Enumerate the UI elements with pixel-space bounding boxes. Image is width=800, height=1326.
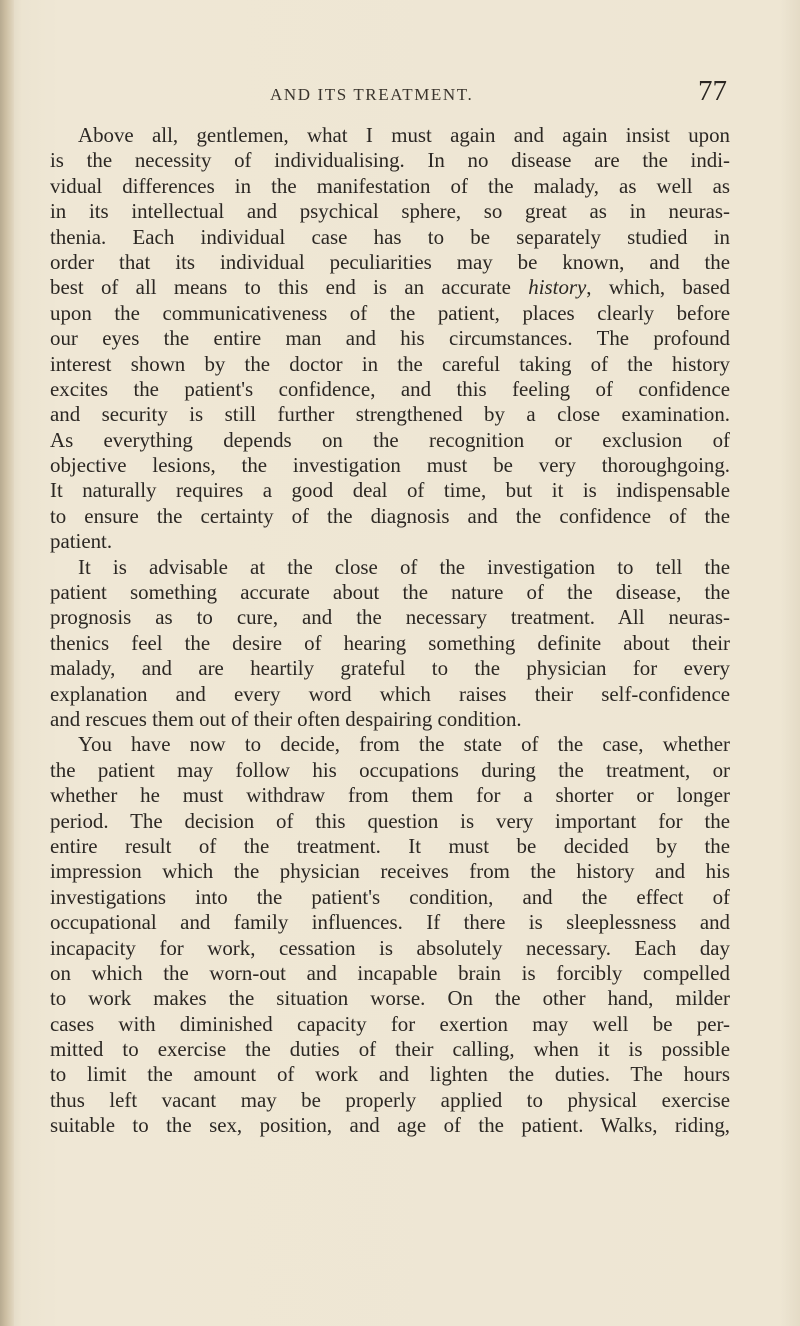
- text-line: best of all means to this end is an accurate history, which, based: [50, 275, 730, 300]
- body-text: [50, 123, 730, 1139]
- text-line: prognosis as to cure, and the necessary treatment. All neuras-: [50, 605, 730, 630]
- text-line: vidual differences in the manifestation of the malady, as well as: [50, 173, 730, 198]
- text-line: investigations into the patient's condition, and the effect of: [50, 884, 730, 909]
- text-line: suitable to the sex, position, and age of the patient. Walks, riding,: [50, 1113, 730, 1138]
- text-line: upon the communicativeness of the patient, places clearly before: [50, 300, 730, 325]
- page-number: 77: [698, 75, 727, 107]
- text-line: cases with diminished capacity for exertion may well be per-: [50, 1011, 730, 1036]
- page-header: [0, 75, 800, 111]
- text-line: order that its individual peculiarities may be known, and the: [50, 249, 730, 274]
- text-line: to ensure the certainty of the diagnosis and the confidence of the: [50, 503, 730, 528]
- text-line: occupational and family influences. If there is sleeplessness and: [50, 910, 730, 935]
- running-head: AND ITS TREATMENT.: [270, 85, 474, 104]
- text-line: excites the patient's confidence, and this feeling of confidence: [50, 376, 730, 401]
- text-line: and rescues them out of their often despairing condition.: [50, 706, 522, 731]
- text-line: thenia. Each individual case has to be separately studied in: [50, 224, 730, 249]
- text-line: to limit the amount of work and lighten the duties. The hours: [50, 1062, 730, 1087]
- text-line: It naturally requires a good deal of time, but it is indispensable: [50, 478, 730, 503]
- text-line: thus left vacant may be properly applied to physical exercise: [50, 1087, 730, 1112]
- text-line: As everything depends on the recognition or exclusion of: [50, 427, 730, 452]
- text-line: on which the worn-out and incapable brain is forcibly compelled: [50, 960, 730, 985]
- text-line: patient something accurate about the nature of the disease, the: [50, 580, 730, 605]
- text-line: is the necessity of individualising. In no disease are the indi-: [50, 148, 730, 173]
- text-line: in its intellectual and psychical sphere, so great as in neuras-: [50, 199, 730, 224]
- text-line: patient.: [50, 529, 113, 554]
- text-line: impression which the physician receives from the history and his: [50, 859, 730, 884]
- text-line: explanation and every word which raises their self-confidence: [50, 681, 730, 706]
- text-line: the patient may follow his occupations during the treatment, or: [50, 757, 730, 782]
- text-line: to work makes the situation worse. On the other hand, milder: [50, 986, 730, 1011]
- page-binding-edge: [0, 0, 14, 1326]
- text-line: period. The decision of this question is very important for the: [50, 808, 730, 833]
- text-line: and security is still further strengthened by a close examination.: [50, 402, 730, 427]
- text-line: entire result of the treatment. It must be decided by the: [50, 833, 730, 858]
- text-line: Above all, gentlemen, what I must again and again insist upon: [78, 123, 730, 147]
- text-line: interest shown by the doctor in the careful taking of the history: [50, 351, 730, 376]
- text-line: thenics feel the desire of hearing something definite about their: [50, 630, 730, 655]
- italic-word: history: [528, 275, 587, 300]
- text-line: malady, and are heartily grateful to the physician for every: [50, 656, 730, 681]
- text-line: whether he must withdraw from them for a shorter or longer: [50, 783, 730, 808]
- text-line: objective lesions, the investigation must be very thoroughgoing.: [50, 453, 730, 478]
- text-line: It is advisable at the close of the investigation to tell the: [78, 554, 730, 579]
- text-line: You have now to decide, from the state of the case, whether: [78, 732, 730, 757]
- text-line: mitted to exercise the duties of their calling, when it is possible: [50, 1037, 730, 1062]
- text-line: our eyes the entire man and his circumstances. The profound: [50, 326, 730, 351]
- text-line: incapacity for work, cessation is absolutely necessary. Each day: [50, 935, 730, 960]
